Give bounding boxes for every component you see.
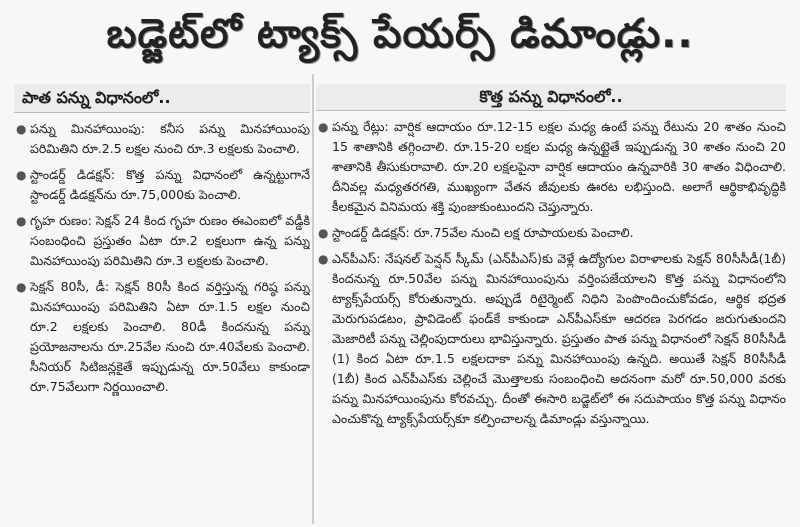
old-regime-item	[14, 119, 310, 159]
item-text: సెక్షన్ 80సీ, డీ: సెక్షన్ 80సీ కింద వర్తిస్తున్న గరిష్ఠ పన్ను మినహాయింపు పరిమితిని ఏటా రూ.1.5 లక్షల నుంచి రూ.2 లక్షలకు పెంచాలి. 80డీ కిందనున్న పన్ను ప్రయోజనాలను రూ.25వేల నుంచి రూ.40వేలకు పెంచాలి. సీనియర్ సిటిజన్లకైతే ఇప్పుడున్న రూ.50వేలు కాకుండా రూ.75వేలుగా నిర్ణయించాలి.	[30, 279, 310, 394]
bullet-icon: ●	[16, 168, 27, 182]
item-text: స్టాండర్డ్ డిడక్షన్: రూ.75వేల నుంచి లక్ష రూపాయలకు పెంచాలి.	[332, 225, 634, 240]
bullet-icon: ●	[318, 252, 329, 266]
old-regime-item	[14, 211, 310, 271]
old-regime-column	[14, 84, 310, 524]
bullet-icon: ●	[16, 122, 27, 136]
old-regime-heading: పాత పన్ను విధానంలో..	[14, 84, 310, 113]
old-regime-item	[14, 165, 310, 205]
new-regime-item	[316, 117, 786, 217]
column-divider	[312, 74, 314, 524]
new-regime-heading: కొత్త పన్ను విధానంలో..	[316, 84, 786, 111]
new-regime-item	[316, 223, 786, 243]
item-text: పన్ను మినహాయింపు: కనీస పన్ను మినహాయింపు పరిమితిని రూ.2.5 లక్షల నుంచి రూ.3 లక్షలకు పెంచాలి.	[30, 121, 310, 156]
item-text: స్టాండర్డ్ డిడక్షన్: కొత్త పన్ను విధానంలో ఉన్నట్టుగానే స్టాండర్డ్ డిడక్షన్‌ను రూ.75,000కు పెంచాలి.	[30, 167, 310, 202]
bullet-icon: ●	[318, 120, 329, 134]
old-regime-item	[14, 277, 310, 397]
bullet-icon: ●	[16, 280, 27, 294]
bullet-icon: ●	[16, 214, 27, 228]
item-text: పన్ను రేట్లు: వార్షిక ఆదాయం రూ.12-15 లక్షల మధ్య ఉంటే పన్ను రేటును 20 శాతం నుంచి 15 శాతానికి తగ్గించాలి. రూ.15-20 లక్షల మధ్య ఉన్నట్టైతే ఇప్పుడున్న 30 శాతం నుంచి 20 శాతానికి తీసుకురావాలి. రూ.20 లక్షలపైనా వార్షిక ఆదాయం ఉన్నవారికి 30 శాతం విధించాలి. దీనివల్ల మధ్యతరగతి, ముఖ్యంగా వేతన జీవులకు ఊరట లభిస్తుంది. అలాగే ఆర్థికాభివృద్ధికి కీలకమైన వినిమయ శక్తి పుంజుకుంటుందని చెప్తున్నారు.	[332, 119, 786, 214]
item-text: ఎన్‌పీఎస్: నేషనల్ పెన్షన్ స్కీమ్ (ఎన్‌పీఎస్)కు వెళ్లే ఉద్యోగుల విరాళాలకు సెక్షన్ 80సీసీడీ(1బీ) కిందనున్న రూ.50వేల పన్ను మినహాయింపును వర్తింపజేయాలని కొత్త పన్ను విధానంలోని ట్యాక్స్‌పేయర్స్ కోరుతున్నారు. అప్పుడే రిటైర్మెంట్ నిధిని పెంపొందించుకోవడం, ఆర్థిక భద్రత మెరుగుపడటం, ప్రావిడెంట్ ఫండ్‌కే కాకుండా ఎన్‌పీఎస్‌కూ ఆదరణ పెరగడం జరుగుతుందని మెజారిటీ పన్ను చెల్లింపుదారులు భావిస్తున్నారు. ప్రస్తుతం పాత పన్ను విధానంలో సెక్షన్ 80సీసీడీ (1) కింద ఏటా రూ.1.5 లక్షలదాకా పన్ను మినహాయింపు ఉన్నది. అయితే సెక్షన్ 80సీసీడీ (1బీ) కింద ఎన్‌పీఎస్‌కు చెల్లించే మొత్తాలకు సంబంధించి అదనంగా మరో రూ.50,000 వరకు పన్ను మినహాయింపును కోరవచ్చు. దీంతో ఈసారి బడ్జెట్‌లో ఈ సదుపాయం కొత్త పన్ను విధానం ఎంచుకొన్న ట్యాక్స్‌పేయర్స్‌కూ కల్పించాలన్న డిమాండ్లు వస్తున్నాయి.	[332, 251, 786, 426]
bullet-icon: ●	[318, 226, 329, 240]
new-regime-column	[316, 84, 786, 524]
headline: బడ్జెట్‌లో ట్యాక్స్ పేయర్స్ డిమాండ్లు..	[106, 11, 694, 57]
new-regime-item	[316, 249, 786, 429]
item-text: గృహ రుణం: సెక్షన్ 24 కింద గృహ రుణం ఈఎంఐలో వడ్డీకి సంబంధించి ప్రస్తుతం ఏటా రూ.2 లక్షలుగా ఉన్న పన్ను మినహాయింపు పరిమితిని రూ.3 లక్షలకు పెంచాలి.	[30, 213, 310, 268]
